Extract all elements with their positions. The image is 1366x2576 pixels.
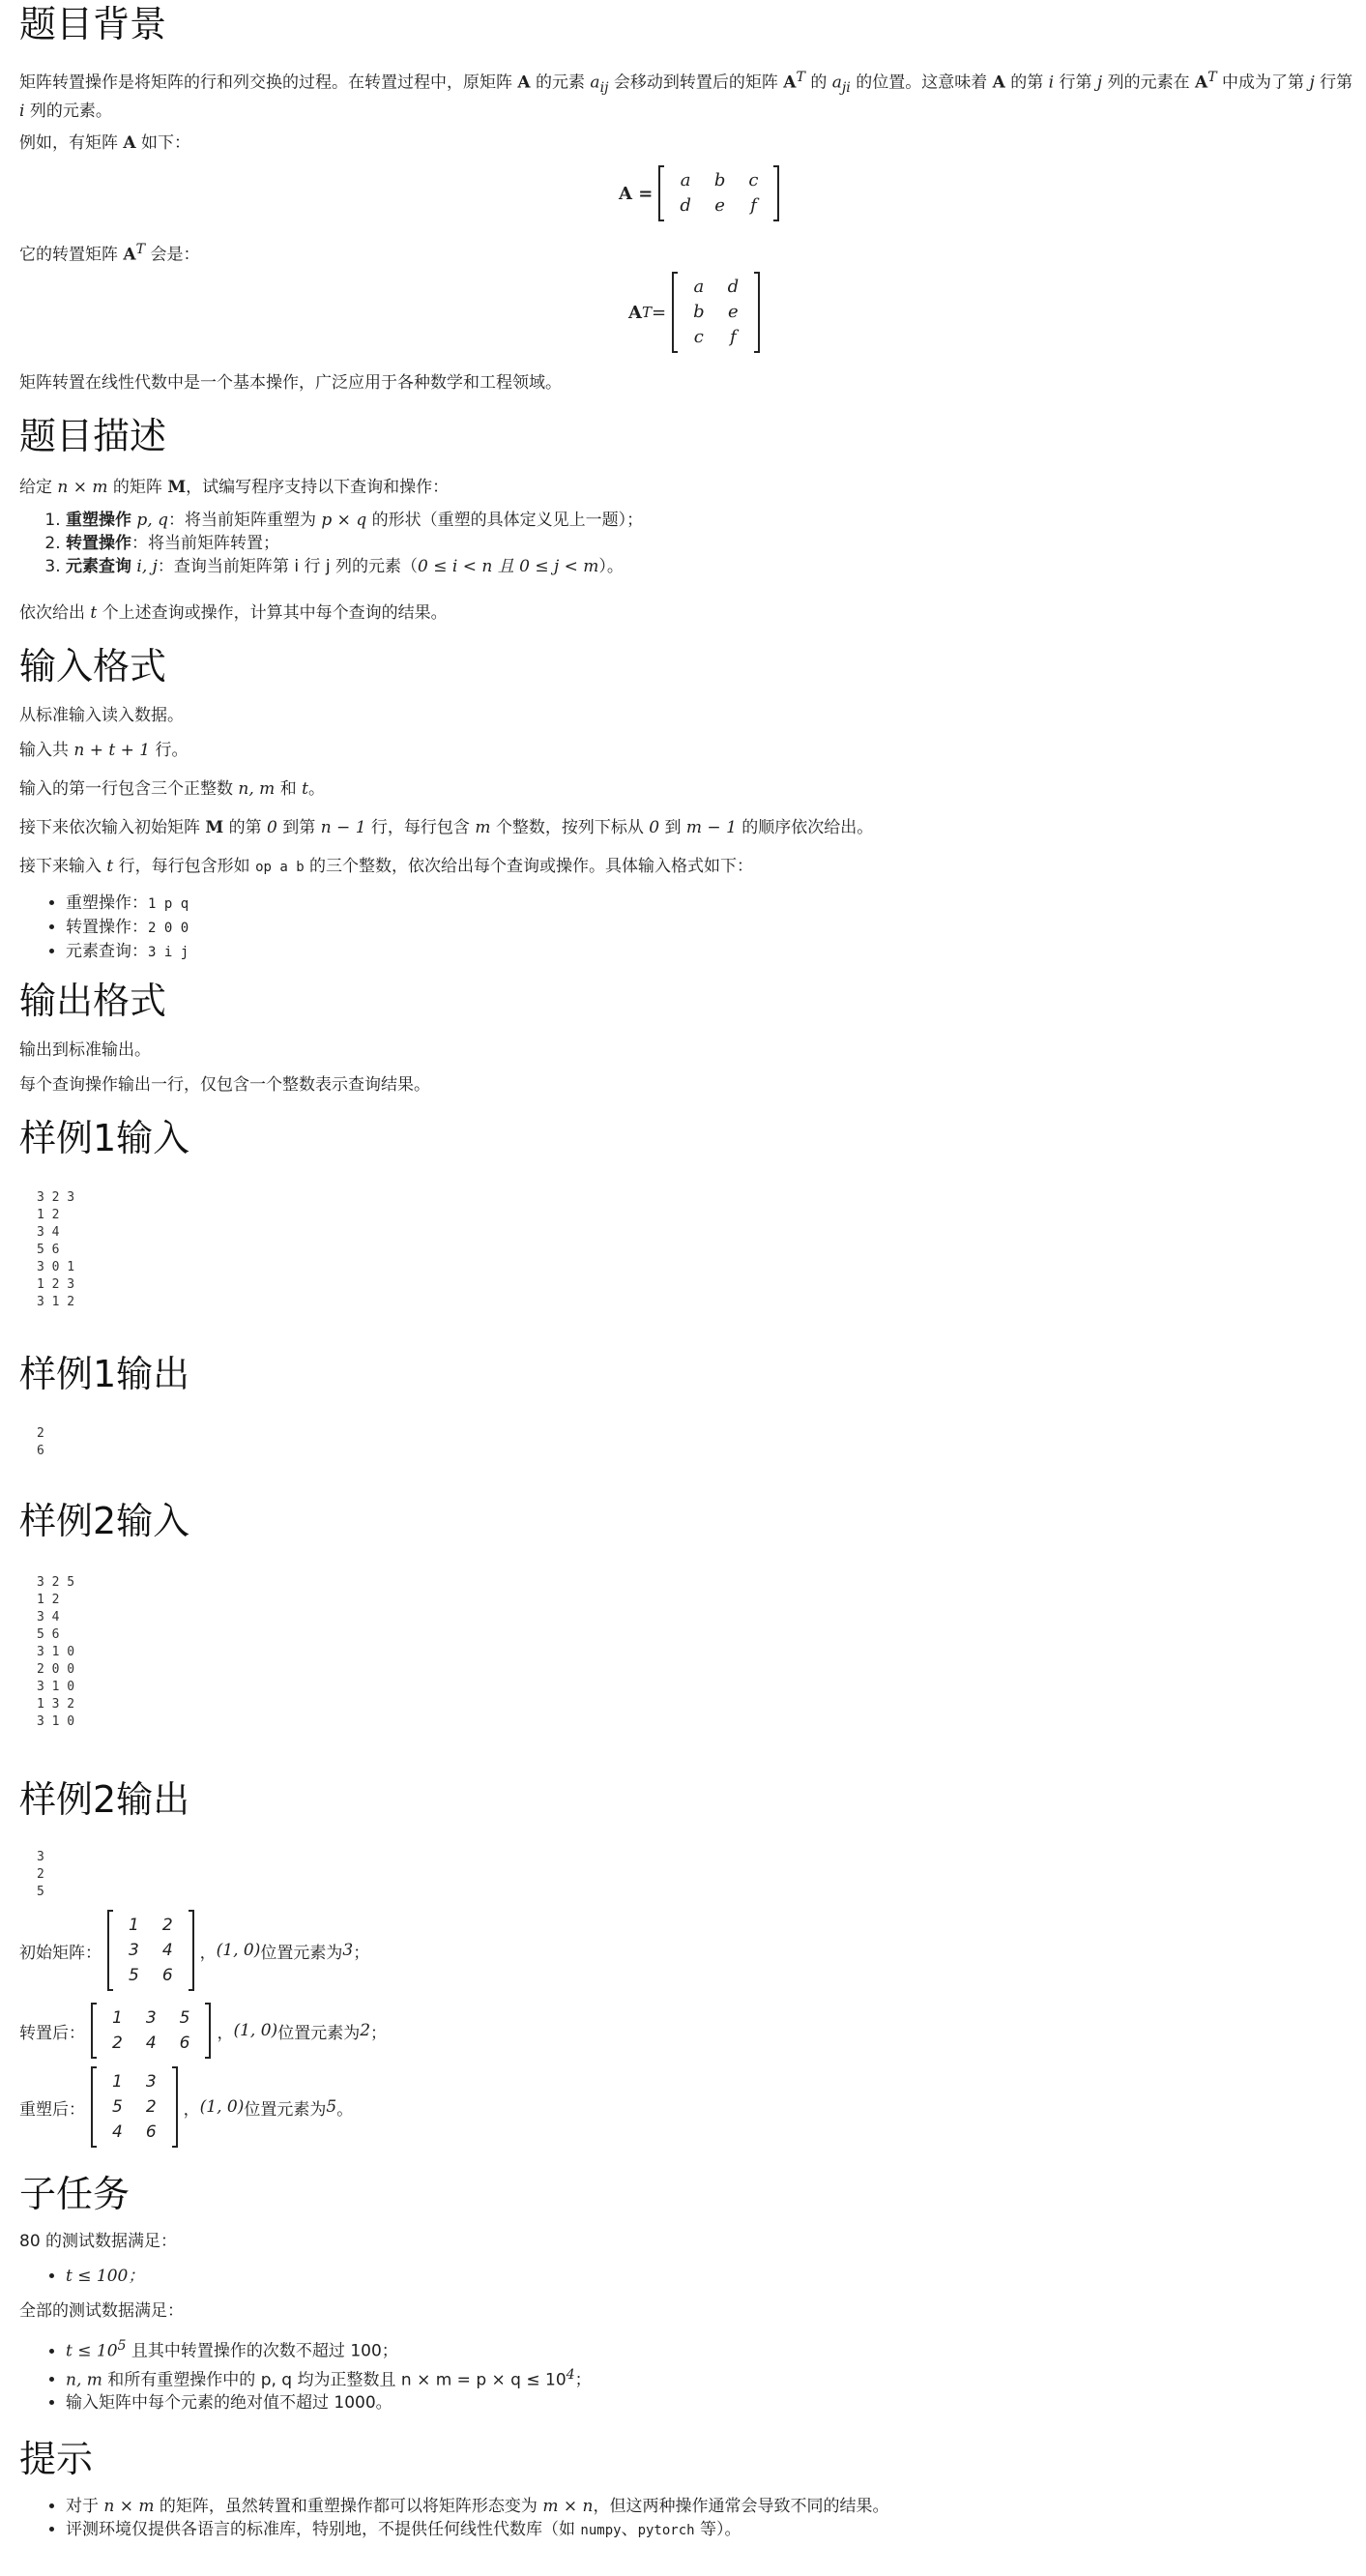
matrix-cell: 3 [145, 2072, 157, 2092]
matrix-cell: 3 [129, 1941, 139, 1960]
matrix-cell: 6 [161, 1966, 173, 1985]
background-paragraph-4: 矩阵转置在线性代数中是一个基本操作，广泛应用于各种数学和工程领域。 [19, 373, 562, 393]
matrix-cell: c [693, 327, 704, 347]
subtask-item: • t ≤ 100； [66, 2265, 144, 2288]
matrix-at [682, 275, 750, 350]
matrix-cell: c [748, 170, 759, 190]
background-paragraph-2: 例如，有矩阵 A 如下： [19, 133, 191, 153]
operation-item: 2. 转置操作：将当前矩阵转置； [66, 532, 643, 555]
matrix-at-equation: A T = a d b e c f [628, 273, 766, 352]
subtask-item: • $t \le 10^5$ 且其中转置操作的次数不超过 100； [66, 2334, 592, 2363]
subtask-paragraph-2: 全部的测试数据满足： [19, 2301, 184, 2321]
explanation-initial: 初始矩阵： 1 2 3 4 5 6 ， (1, 0) 位置元素为 3 ； [19, 1911, 369, 1990]
input-paragraph-3: 输入的第一行包含三个正整数 n, m 和 t。 [19, 779, 325, 799]
matrix-cell: 4 [145, 2034, 157, 2053]
matrix-cell: 6 [179, 2034, 190, 2053]
matrix-cell: f [730, 327, 737, 347]
heading-subtasks: 子任务 [19, 2173, 131, 2215]
heading-input-format: 输入格式 [19, 645, 167, 688]
matrix-cell: 4 [112, 2122, 123, 2142]
matrix-cell: b [693, 302, 705, 322]
matrix-reshaped [101, 2069, 168, 2145]
hint-item: • 对于 n × m 的矩阵，虽然转置和重塑操作都可以将矩阵形态变为 m × n，但这两种操作通常会导致不同的结果。 [66, 2495, 888, 2518]
matrix-initial [117, 1913, 185, 1988]
matrix-cell: e [728, 302, 739, 322]
matrix-cell: a [680, 170, 691, 190]
matrix-cell: 1 [129, 1916, 139, 1935]
matrix-cell: 2 [161, 1916, 173, 1935]
sample2-input-code: 3 2 5 1 2 3 4 5 6 3 1 0 2 0 0 3 1 0 1 3 2 3 1 0 [37, 1575, 75, 1729]
hint-item: • 评测环境仅提供各语言的标准库，特别地，不提供任何线性代数库（如 numpy、pytorch 等）。 [66, 2518, 888, 2542]
subtask-item: • n, m 和所有重塑操作中的 p, q 均为正整数且 $n \times m = p \times q \le 10^4$； [66, 2363, 592, 2392]
matrix-cell: a [693, 277, 705, 297]
output-paragraph-2: 每个查询操作输出一行，仅包含一个整数表示查询结果。 [19, 1075, 430, 1095]
matrix-cell: 4 [161, 1941, 173, 1960]
subtask-item: • 输入矩阵中每个元素的绝对值不超过 1000。 [66, 2391, 592, 2415]
matrix-cell: 3 [145, 2008, 157, 2028]
matrix-a [668, 168, 770, 219]
explanation-reshaped: 重塑后： 1 3 5 2 4 6 ， (1, 0) 位置元素为 5 。 [19, 2067, 353, 2147]
heading-sample2-input: 样例2输入 [19, 1500, 190, 1542]
matrix-cell: b [713, 170, 726, 190]
heading-hints: 提示 [19, 2438, 94, 2480]
matrix-cell: 1 [112, 2008, 123, 2028]
matrix-cell: f [750, 195, 757, 216]
matrix-cell: 6 [145, 2122, 157, 2142]
matrix-cell: 2 [112, 2034, 123, 2053]
input-op-item: • 元素查询：3 i j [66, 940, 189, 964]
heading-description: 题目描述 [19, 415, 167, 457]
input-op-item: • 重塑操作：1 p q [66, 892, 189, 916]
hint-list [19, 2495, 888, 2542]
operation-list [19, 509, 643, 578]
matrix-a-equation: A = a b c d e f [619, 166, 785, 220]
matrix-cell: 5 [179, 2008, 190, 2028]
description-intro: 给定 n × m 的矩阵 M，试编写程序支持以下查询和操作： [19, 478, 450, 497]
input-paragraph-4: 接下来依次输入初始矩阵 M 的第 0 到第 n − 1 行，每行包含 m 个整数，按列下标从 0 到 m − 1 的顺序依次给出。 [19, 818, 874, 837]
heading-sample1-input: 样例1输入 [19, 1117, 190, 1159]
matrix-cell: d [680, 195, 691, 216]
input-paragraph-5: 接下来输入 t 行，每行包含形如 op a b 的三个整数，依次给出每个查询或操作。具体输入格式如下： [19, 857, 754, 876]
matrix-transposed [101, 2005, 201, 2056]
input-paragraph-2: 输入共 n + t + 1 行。 [19, 741, 189, 760]
matrix-cell: d [727, 277, 740, 297]
background-paragraph-3: 它的转置矩阵 $A^T$ 会是： [19, 242, 200, 265]
heading-sample1-output: 样例1输出 [19, 1353, 190, 1395]
matrix-cell: 5 [129, 1966, 139, 1985]
heading-output-format: 输出格式 [19, 980, 167, 1022]
input-op-list [19, 892, 189, 964]
sample1-input-code: 3 2 3 1 2 3 4 5 6 3 0 1 1 2 3 3 1 2 [37, 1190, 75, 1309]
operation-item: 3. 元素查询 i, j：查询当前矩阵第 i 行 j 列的元素（0 ≤ i < n 且 0 ≤ j < m）。 [66, 555, 643, 578]
input-op-item: • 转置操作：2 0 0 [66, 916, 189, 940]
matrix-cell: e [714, 195, 725, 216]
background-paragraph-1: 矩阵转置操作是将矩阵的行和列交换的过程。在转置过程中，原矩阵 A 的元素 $a_{ij}$ 会移动到转置后的矩阵 $A^T$ 的 $a_{ji}$ 的位置。这意味着 A 的第 i 行第 j 列的元素在 $A^T$ 中成为了第 j 行第 i 列的元素。 [19, 70, 1353, 122]
explanation-transposed: 转置后： 1 3 5 2 4 6 ， (1, 0) 位置元素为 2 ； [19, 2004, 387, 2058]
input-paragraph-1: 从标准输入读入数据。 [19, 706, 184, 725]
matrix-cell: 1 [112, 2072, 123, 2092]
output-paragraph-1: 输出到标准输出。 [19, 1040, 151, 1060]
subtask-list-2 [19, 2334, 592, 2415]
subtask-list-1 [19, 2265, 144, 2288]
subtask-paragraph-1: 80 的测试数据满足： [19, 2232, 178, 2251]
matrix-cell: 5 [112, 2097, 123, 2117]
matrix-cell: 2 [145, 2097, 157, 2117]
heading-sample2-output: 样例2输出 [19, 1778, 190, 1821]
operation-item: 1. 重塑操作 p, q：将当前矩阵重塑为 p × q 的形状（重塑的具体定义见上一题）； [66, 509, 643, 532]
description-outro: 依次给出 t 个上述查询或操作，计算其中每个查询的结果。 [19, 603, 448, 623]
sample1-output-code: 2 6 [37, 1426, 44, 1458]
sample2-output-code: 3 2 5 [37, 1850, 44, 1899]
heading-background: 题目背景 [19, 3, 167, 45]
